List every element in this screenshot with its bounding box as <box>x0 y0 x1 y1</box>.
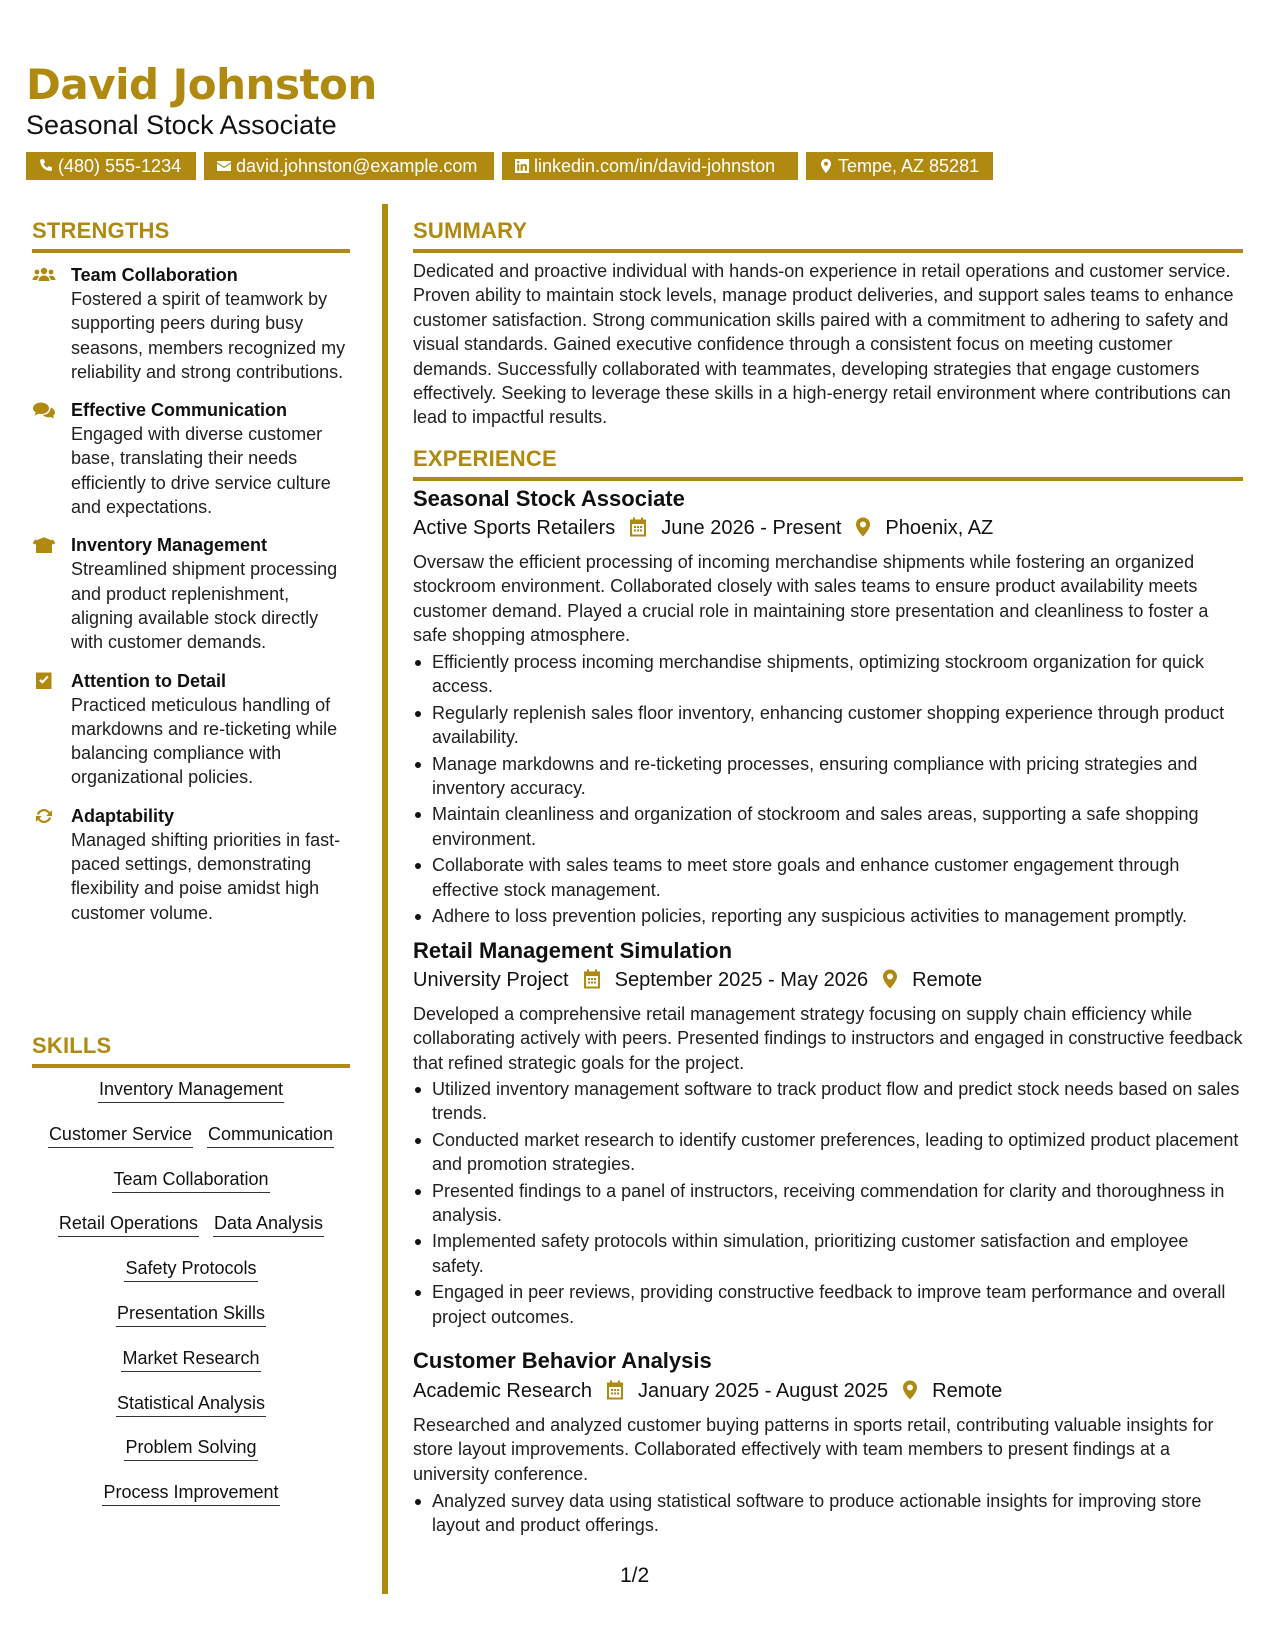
list-item: Conducted market research to identify customer preferences, leading to optimized product placement and promotion strategies. <box>413 1128 1243 1177</box>
job-meta <box>413 517 993 540</box>
contact-location-text: Tempe, AZ 85281 <box>838 156 980 176</box>
strength-description: Streamlined shipment processing and product replenishment, aligning available stock directly with customer demands. <box>71 559 338 653</box>
contact-location[interactable] <box>806 152 993 180</box>
skill-tag: Retail Operations <box>58 1212 199 1237</box>
strengths-heading: STRENGTHS <box>32 218 170 243</box>
candidate-name: David Johnston <box>26 60 377 109</box>
strength-title: Inventory Management <box>71 535 268 556</box>
job-organization: Active Sports Retailers <box>413 517 616 539</box>
skill-tag: Data Analysis <box>213 1212 324 1237</box>
list-item: Efficiently process incoming merchandise shipments, optimizing stockroom organization for quick access. <box>413 650 1243 699</box>
summary-heading: SUMMARY <box>413 218 528 243</box>
job-dates: June 2026 - Present <box>661 517 842 539</box>
calendar-icon <box>606 1380 624 1402</box>
phone-icon <box>38 156 58 176</box>
calendar-icon <box>629 517 647 539</box>
job-meta <box>413 1380 1002 1403</box>
location-pin-icon <box>855 517 871 539</box>
list-item: Analyzed survey data using statistical software to produce actionable insights for improving store layout and product offerings. <box>413 1489 1243 1538</box>
strength-title: Effective Communication <box>71 400 288 421</box>
job-dates: January 2025 - August 2025 <box>637 1380 889 1402</box>
skill-tag: Customer Service <box>48 1123 193 1148</box>
job-bullets <box>413 1489 1243 1540</box>
strengths-rule <box>32 249 350 253</box>
skill-tag: Inventory Management <box>98 1078 284 1103</box>
page-number: 1/2 <box>620 1564 650 1587</box>
strength-item <box>32 804 352 925</box>
contact-phone[interactable] <box>26 152 196 180</box>
job-title: Retail Management Simulation <box>413 938 733 963</box>
strength-title: Attention to Detail <box>71 670 226 691</box>
job-location: Remote <box>932 1380 1003 1402</box>
job-description: Researched and analyzed customer buying patterns in sports retail, contributing valuable insights for store layout improvements. Collaborated effectively with team members to present findings at a university conference. <box>413 1415 1214 1484</box>
sync-icon <box>32 807 56 825</box>
job-organization: Academic Research <box>413 1380 592 1402</box>
strength-description: Engaged with diverse customer base, translating their needs efficiently to drive service culture and expectations. <box>71 424 331 518</box>
strengths-list <box>32 263 352 939</box>
list-item: Implemented safety protocols within simulation, prioritizing customer satisfaction and employee safety. <box>413 1229 1243 1278</box>
strength-item <box>32 398 352 519</box>
summary-text: Dedicated and proactive individual with hands-on experience in retail operations and customer service. Proven ability to maintain stock levels, manage product deliveries, and support sales teams to enhance customer satisfaction. Strong communication skills paired with a commitment to adhering to safety and visual standards. Gained executive confidence through a consistent focus on meeting customer demands. Successfully collaborated with teammates, developing strategies that engage customers effectively. Seeking to leverage these skills in a high-energy retail environment where contributions can lead to impactful results. <box>413 261 1234 428</box>
strength-item <box>32 669 352 790</box>
skill-tag: Presentation Skills <box>116 1302 266 1327</box>
strength-description: Fostered a spirit of teamwork by supporting peers during busy seasons, members recognized my reliability and strong contributions. <box>71 289 346 382</box>
job-location: Phoenix, AZ <box>885 517 994 539</box>
skill-tag: Problem Solving <box>124 1436 257 1461</box>
skills-rule <box>32 1064 350 1068</box>
checkbox-icon <box>32 672 56 690</box>
job-location: Remote <box>912 969 983 991</box>
job-meta <box>413 969 982 992</box>
skill-tag: Communication <box>207 1123 334 1148</box>
box-open-icon <box>32 536 56 554</box>
experience-heading: EXPERIENCE <box>413 446 557 471</box>
list-item: Regularly replenish sales floor inventory, enhancing customer shopping experience through product availability. <box>413 701 1243 750</box>
list-item: Utilized inventory management software to track product flow and predict stock needs based on sales trends. <box>413 1077 1243 1126</box>
summary-rule <box>413 249 1243 253</box>
comments-icon <box>32 401 56 419</box>
location-pin-icon <box>882 969 898 991</box>
job-bullets <box>413 650 1243 930</box>
list-item: Adhere to loss prevention policies, reporting any suspicious activities to management promptly. <box>413 904 1243 928</box>
strength-title: Adaptability <box>71 805 175 826</box>
contact-email-text: david.johnston@example.com <box>236 156 478 176</box>
list-item: Manage markdowns and re-ticketing processes, ensuring compliance with pricing strategies and inventory accuracy. <box>413 752 1243 801</box>
strength-item <box>32 263 352 384</box>
strength-item <box>32 533 352 654</box>
skill-tag: Process Improvement <box>102 1481 279 1506</box>
envelope-icon <box>216 156 236 176</box>
skill-tag: Market Research <box>121 1347 260 1372</box>
contact-linkedin[interactable] <box>502 152 798 180</box>
list-item: Engaged in peer reviews, providing constructive feedback to improve team performance and overall project outcomes. <box>413 1280 1243 1329</box>
contact-linkedin-text: linkedin.com/in/david-johnston <box>534 156 776 176</box>
contact-email[interactable] <box>204 152 494 180</box>
list-item: Collaborate with sales teams to meet store goals and enhance customer engagement through effective stock management. <box>413 853 1243 902</box>
strength-description: Practiced meticulous handling of markdowns and re-ticketing while balancing compliance with organizational policies. <box>71 694 338 788</box>
job-organization: University Project <box>413 969 569 991</box>
job-title: Customer Behavior Analysis <box>413 1348 712 1373</box>
users-icon <box>32 266 56 284</box>
list-item: Presented findings to a panel of instructors, receiving commendation for clarity and thoroughness in analysis. <box>413 1179 1243 1228</box>
map-pin-icon <box>818 156 838 176</box>
list-item: Maintain cleanliness and organization of stockroom and sales areas, supporting a safe shopping environment. <box>413 802 1243 851</box>
skill-tag: Statistical Analysis <box>116 1392 266 1417</box>
job-description: Developed a comprehensive retail management strategy focusing on supply chain efficiency while collaborating actively with peers. Presented findings to instructors and engaged in constructive feedback that refined strategic goals for the project. <box>413 1004 1243 1073</box>
strength-title: Team Collaboration <box>71 265 238 285</box>
skill-tag: Team Collaboration <box>112 1168 269 1193</box>
job-title: Seasonal Stock Associate <box>413 486 685 511</box>
skills-heading: SKILLS <box>32 1033 112 1058</box>
strength-description: Managed shifting priorities in fast-paced settings, demonstrating flexibility and poise amidst high customer volume. <box>71 829 341 923</box>
contact-phone-text: (480) 555-1234 <box>58 156 182 176</box>
column-divider <box>382 204 388 1594</box>
job-bullets <box>413 1077 1243 1331</box>
experience-rule <box>413 477 1243 481</box>
skill-tag: Safety Protocols <box>124 1257 257 1282</box>
calendar-icon <box>583 969 601 991</box>
location-pin-icon <box>902 1380 918 1402</box>
skills-list <box>32 1078 350 1526</box>
job-dates: September 2025 - May 2026 <box>614 969 869 991</box>
job-description: Oversaw the efficient processing of incoming merchandise shipments while fostering an organized stockroom environment. Collaborated closely with sales teams to ensure product availability meets customer demand. Played a crucial role in maintaining store presentation and cleanliness to foster a safe shopping atmosphere. <box>413 552 1209 646</box>
candidate-title: Seasonal Stock Associate <box>26 110 337 140</box>
linkedin-icon <box>514 156 534 176</box>
